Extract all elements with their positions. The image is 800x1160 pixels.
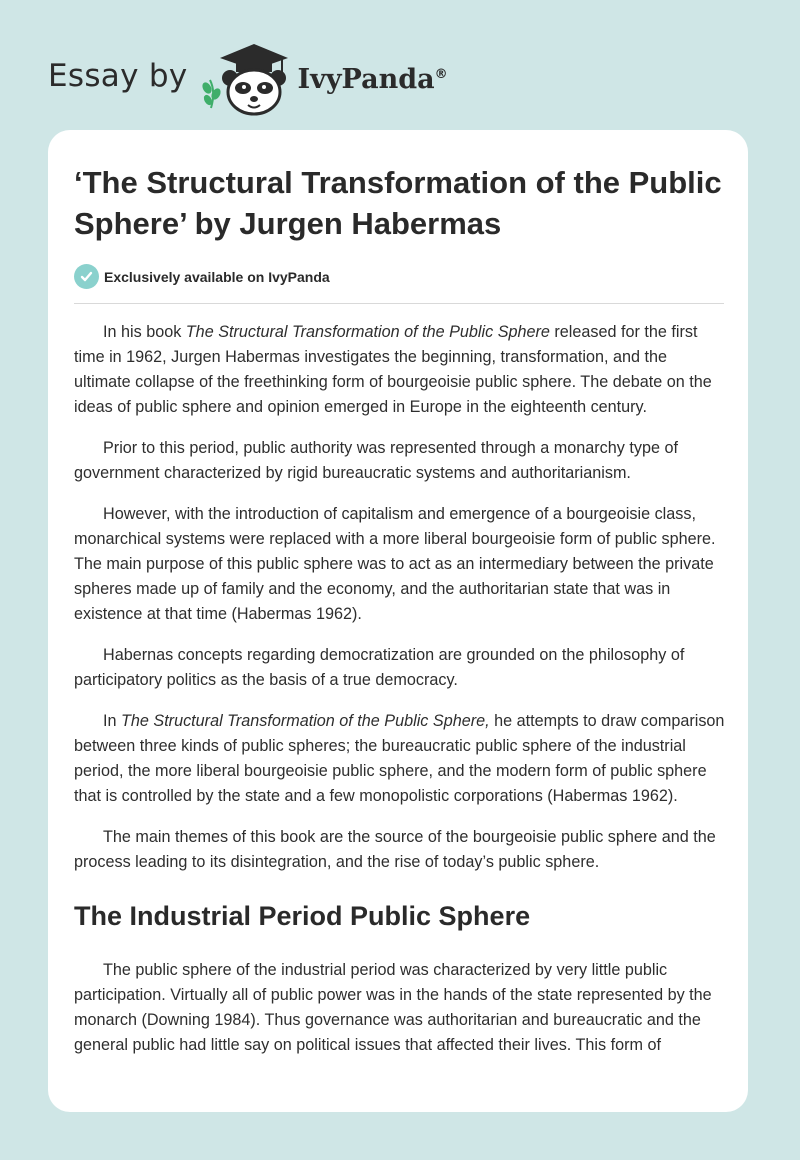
check-icon xyxy=(74,264,99,289)
book-title: The Structural Transformation of the Public Sphere, xyxy=(121,712,490,730)
divider xyxy=(74,303,724,304)
exclusive-label: Exclusively available on IvyPanda xyxy=(104,268,330,285)
site-header xyxy=(48,36,448,116)
paragraph: In The Structural Transformation of the Public Sphere, he attempts to draw comparison between three kinds of public spheres; the bureaucratic public sphere of the industrial period, the more liberal bourgeoisie public sphere, and the modern form of public sphere that is controlled by the state and a few monopolistic corporations (Habermas 1962). xyxy=(74,712,725,805)
exclusive-badge xyxy=(74,264,330,289)
paragraph: Prior to this period, public authority was represented through a monarchy type of government characterized by rigid bureaucratic systems and authoritarianism. xyxy=(74,439,678,482)
paragraph: Habernas concepts regarding democratization are grounded on the philosophy of participatory politics as the basis of a true democracy. xyxy=(74,646,685,689)
essay-body xyxy=(74,320,726,1074)
trademark: ® xyxy=(434,66,448,82)
page-title: ‘The Structural Transformation of the Public Sphere’ by Jurgen Habermas xyxy=(74,165,722,241)
brand-name[interactable]: IvyPanda® xyxy=(297,63,448,95)
essay-by-label: Essay by xyxy=(48,58,188,94)
paragraph: The public sphere of the industrial period was characterized by very little public participation. Virtually all of public power was in the hands of the state represented by the monarch (Downing 1984). Thus governance was authoritarian and bureaucratic and the general public had little say on political issues that affected their lives. This form of xyxy=(74,961,712,1054)
panda-graduate-icon[interactable] xyxy=(202,36,294,116)
paragraph: The main themes of this book are the source of the bourgeoisie public sphere and the process leading to its disintegration, and the rise of today’s public sphere. xyxy=(74,828,716,871)
section-heading: The Industrial Period Public Sphere xyxy=(74,901,531,931)
paragraph: In his book The Structural Transformation of the Public Sphere released for the first time in 1962, Jurgen Habermas investigates the beginning, transformation, and the ultimate collapse of the freethinking form of bourgeoisie public sphere. The debate on the ideas of public sphere and opinion emerged in Europe in the eighteenth century. xyxy=(74,323,712,416)
essay-card xyxy=(48,130,748,1112)
paragraph: However, with the introduction of capitalism and emergence of a bourgeoisie class, monarchical systems were replaced with a more liberal bourgeoisie form of public sphere. The main purpose of this public sphere was to act as an intermediary between the private spheres made up of family and the economy, and the authoritarian state that was in existence at that time (Habermas 1962). xyxy=(74,505,716,623)
book-title: The Structural Transformation of the Public Sphere xyxy=(185,323,550,341)
